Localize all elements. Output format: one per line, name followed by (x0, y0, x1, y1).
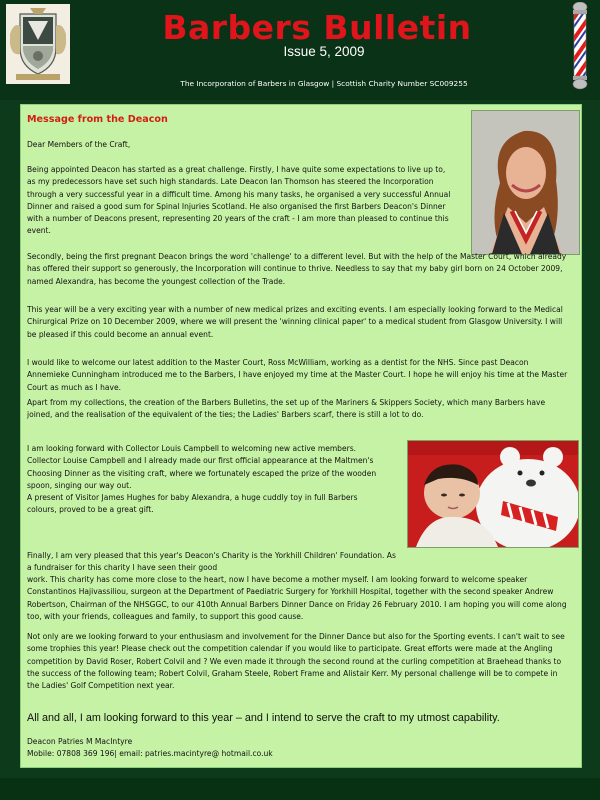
salutation: Dear Members of the Craft, (27, 140, 131, 149)
paragraph-4: I would like to welcome our latest addition to the Master Court, Ross McWilliam, working as a dentist for the NHS. Since past Deacon Annemieke Cunningham introduced me to the Barbers, I have enjoyed my time at the Master Court. I hope he will enjoy his time at the Master Court as much as I have. (27, 358, 568, 392)
barber-pole-icon (568, 2, 592, 90)
footer-band (0, 778, 600, 800)
deacon-portrait (471, 110, 580, 255)
masthead (0, 0, 600, 100)
contact-details: Mobile: 07808 369 196| email: patries.macintyre@ hotmail.co.uk (27, 749, 273, 758)
paragraph-1: Being appointed Deacon has started as a great challenge. Firstly, I have quite some expectations to live up to, as my predecessors have set such high standards. Late Deacon Ian Thomson has steered the Incorporation through a very successful year in a difficult time. Among his many tasks, he organised a very successful Annual Dinner and raised a good sum for Spinal Injuries Scotland. He also organised the first Barbers Deacon's Dinner with a number of Deacons present, representing 20 years of the craft - I am more than pleased to continue this event. (27, 165, 451, 236)
paragraph-2: Secondly, being the first pregnant Deacon brings the word 'challenge' to a different level. But with the help of the Master Court, which already has offered their support so generously, the Incorporation will continue to thrive. Needless to say that my baby girl born on 24 October 2009, named Alexandra, has become the youngest collection of the Trade. (27, 252, 567, 286)
paragraph-5: Apart from my collections, the creation of the Barbers Bulletins, the set up of the Mariners & Skippers Society, which many Barbers have joined, and the realisation of the equivalent of the ties; the Ladies' Barbers scarf, there is still a lot to do. (27, 398, 546, 420)
article-heading: Message from the Deacon (27, 114, 168, 125)
paragraph-7a: Finally, I am very pleased that this year's Deacon's Charity is the Yorkhill Children' Foundation. As a fundraiser for this charity I have seen their good (27, 551, 396, 573)
paragraph-6a: I am looking forward with Collector Louis Campbell to welcoming new active members. Collector Louise Campbell and I already made our first official appearance at the Maltmen's Choosing Dinner as the visiting craft, where we fortunately escaped the prize of the wooden spoon, singing our way out. (27, 444, 377, 490)
paragraph-3: This year will be a very exciting year with a number of new medical prizes and exciting events. I am especially looking forward to the Medical Chirurgical Prize on 10 December 2009, where we will present the 'winning clinical paper' to a medical student from Glasgow University. I will be pleased if this could become an annual event. (27, 305, 563, 339)
issue-number: Issue 5, 2009 (283, 44, 365, 59)
paragraph-8: Not only are we looking forward to your enthusiasm and involvement for the Dinner Dance but also for the Sporting events. I can't wait to see some trophies this year! Please check out the competition calendar if you would like to participate. Great efforts were made at the Angling competition by David Roser, Robert Colvil and ? We even made it through the second round at the curling competition at Braehead thanks to the success of the following team; Robert Colvil, Graham Steele, Robert Frame and Alistair Kerr. My personal challenge will be to compete in the Ladies' Golf Competition next year. (27, 632, 565, 691)
bulletin-title: Barbers Bulletin (162, 8, 472, 47)
paragraph-7b: work. This charity has come more close to the heart, now I have become a mother myself. I am looking forward to welcome speaker Constantinos Hajivassiliou, surgeon at the Department of Paediatric Surgery for Yorkhill Hospital, together with the second speaker Andrew Robertson, Chairman of the NHSGGC, to our 410th Annual Barbers Dinner Dance on Friday 26 February 2010. I am hoping you will come along too, with your friends, colleagues and family, to support this good cause. (27, 575, 567, 621)
baby-with-bear-photo (407, 440, 579, 548)
closing-line: All and all, I am looking forward to this year – and I intend to serve the craft to my utmost capability. (27, 712, 500, 724)
charity-line: The Incorporation of Barbers in Glasgow | Scottish Charity Number SC009255 (180, 79, 468, 88)
signature-name: Deacon Patries M MacIntyre (27, 737, 133, 746)
article-panel (20, 104, 582, 768)
paragraph-6b: A present of Visitor James Hughes for baby Alexandra, a huge cuddly toy in full Barbers colours, proved to be a great gift. (27, 493, 358, 515)
